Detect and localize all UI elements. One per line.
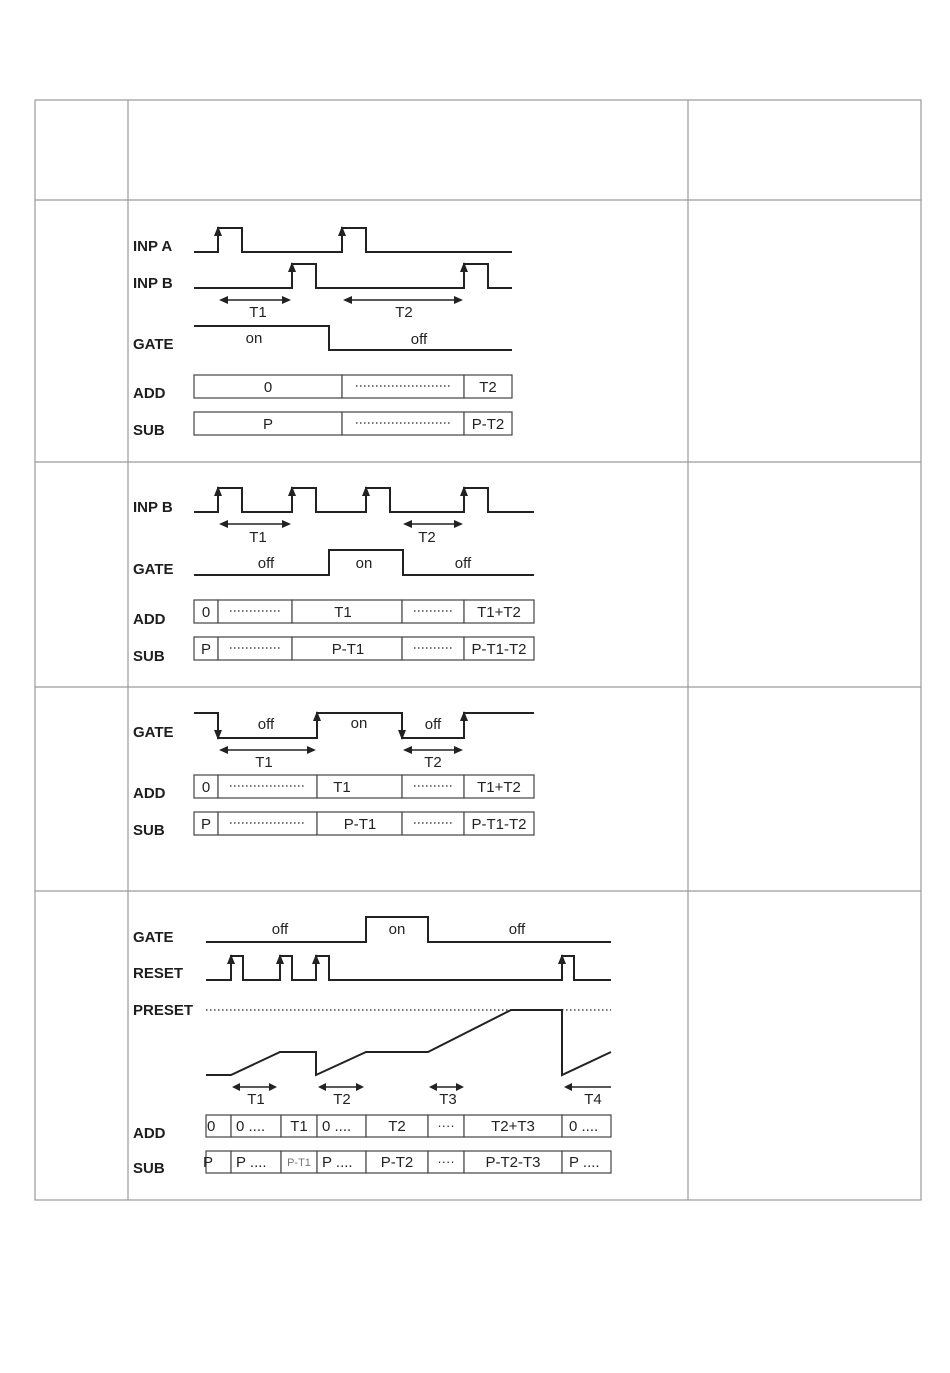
add-label: ADD	[133, 611, 166, 628]
add-value: T1+T2	[477, 779, 521, 796]
t2-label: T2	[418, 529, 436, 546]
gate-on-label: on	[350, 715, 368, 732]
add-label: ADD	[133, 785, 166, 802]
sub-value: P-T1	[343, 816, 377, 833]
counter-ramp-waveform	[206, 1010, 611, 1075]
gate-off-label: off	[257, 716, 275, 733]
sub-value: P-T2-T3	[485, 1154, 541, 1171]
add-value: 0 ....	[569, 1118, 599, 1135]
sub-value: P	[200, 816, 212, 833]
sub-value: P-T2	[380, 1154, 414, 1171]
gate-label: GATE	[133, 929, 174, 946]
gate-label: GATE	[133, 336, 174, 353]
add-value: T2	[479, 379, 497, 396]
inp-a-label: INP A	[133, 238, 173, 255]
add-value: T1+T2	[477, 604, 521, 621]
t4-label: T4	[584, 1091, 602, 1108]
sub-value: P-T1	[287, 1157, 311, 1169]
preset-label: PRESET	[133, 1002, 194, 1019]
sub-value: P-T2	[471, 416, 505, 433]
add-value: ····	[437, 1118, 455, 1133]
gate-on-label: on	[355, 555, 373, 572]
gate-on-label: on	[245, 330, 263, 347]
add-value: 0	[201, 604, 211, 621]
sub-value: P-T1-T2	[471, 816, 527, 833]
add-value: T1	[334, 604, 352, 621]
add-label: ADD	[133, 385, 166, 402]
inp-b-label: INP B	[133, 275, 173, 292]
sub-label: SUB	[133, 422, 165, 439]
sub-value: P ....	[322, 1154, 353, 1171]
reset-waveform	[206, 956, 611, 980]
gate-off-label: off	[508, 921, 526, 938]
gate-label: GATE	[133, 724, 174, 741]
gate-waveform	[206, 917, 611, 942]
add-value: T1	[333, 779, 351, 796]
add-value: 0 ....	[236, 1118, 266, 1135]
sub-label: SUB	[133, 648, 165, 665]
gate-off-label: off	[424, 716, 442, 733]
gate-on-label: on	[388, 921, 406, 938]
t1-label: T1	[247, 1091, 265, 1108]
add-value: T1	[290, 1118, 308, 1135]
sub-value: P	[200, 641, 212, 658]
add-label: ADD	[133, 1125, 166, 1142]
add-value: 0 ....	[322, 1118, 352, 1135]
sub-value: P ....	[236, 1154, 267, 1171]
sub-value: ····	[437, 1154, 455, 1169]
add-value: T2+T3	[491, 1118, 535, 1135]
add-value: 0	[201, 779, 211, 796]
sub-value: P-T1	[331, 641, 365, 658]
add-value: 0	[263, 379, 273, 396]
t3-label: T3	[439, 1091, 457, 1108]
gate-label: GATE	[133, 561, 174, 578]
inp-b-label: INP B	[133, 499, 173, 516]
sub-value: P ....	[569, 1154, 600, 1171]
reset-label: RESET	[133, 965, 184, 982]
t1-label: T1	[249, 304, 267, 321]
add-value: 0	[207, 1118, 216, 1135]
gate-off-label: off	[454, 555, 472, 572]
t2-label: T2	[395, 304, 413, 321]
gate-off-label: off	[257, 555, 275, 572]
t1-label: T1	[255, 754, 273, 771]
sub-label: SUB	[133, 822, 165, 839]
t2-label: T2	[424, 754, 442, 771]
gate-off-label: off	[271, 921, 289, 938]
t2-label: T2	[333, 1091, 351, 1108]
add-value: T2	[388, 1118, 406, 1135]
sub-label: SUB	[133, 1160, 165, 1177]
gate-off-label: off	[410, 331, 428, 348]
sub-value: P-T1-T2	[471, 641, 527, 658]
sub-value: P	[203, 1154, 214, 1171]
t1-label: T1	[249, 529, 267, 546]
sub-value: P	[262, 416, 274, 433]
